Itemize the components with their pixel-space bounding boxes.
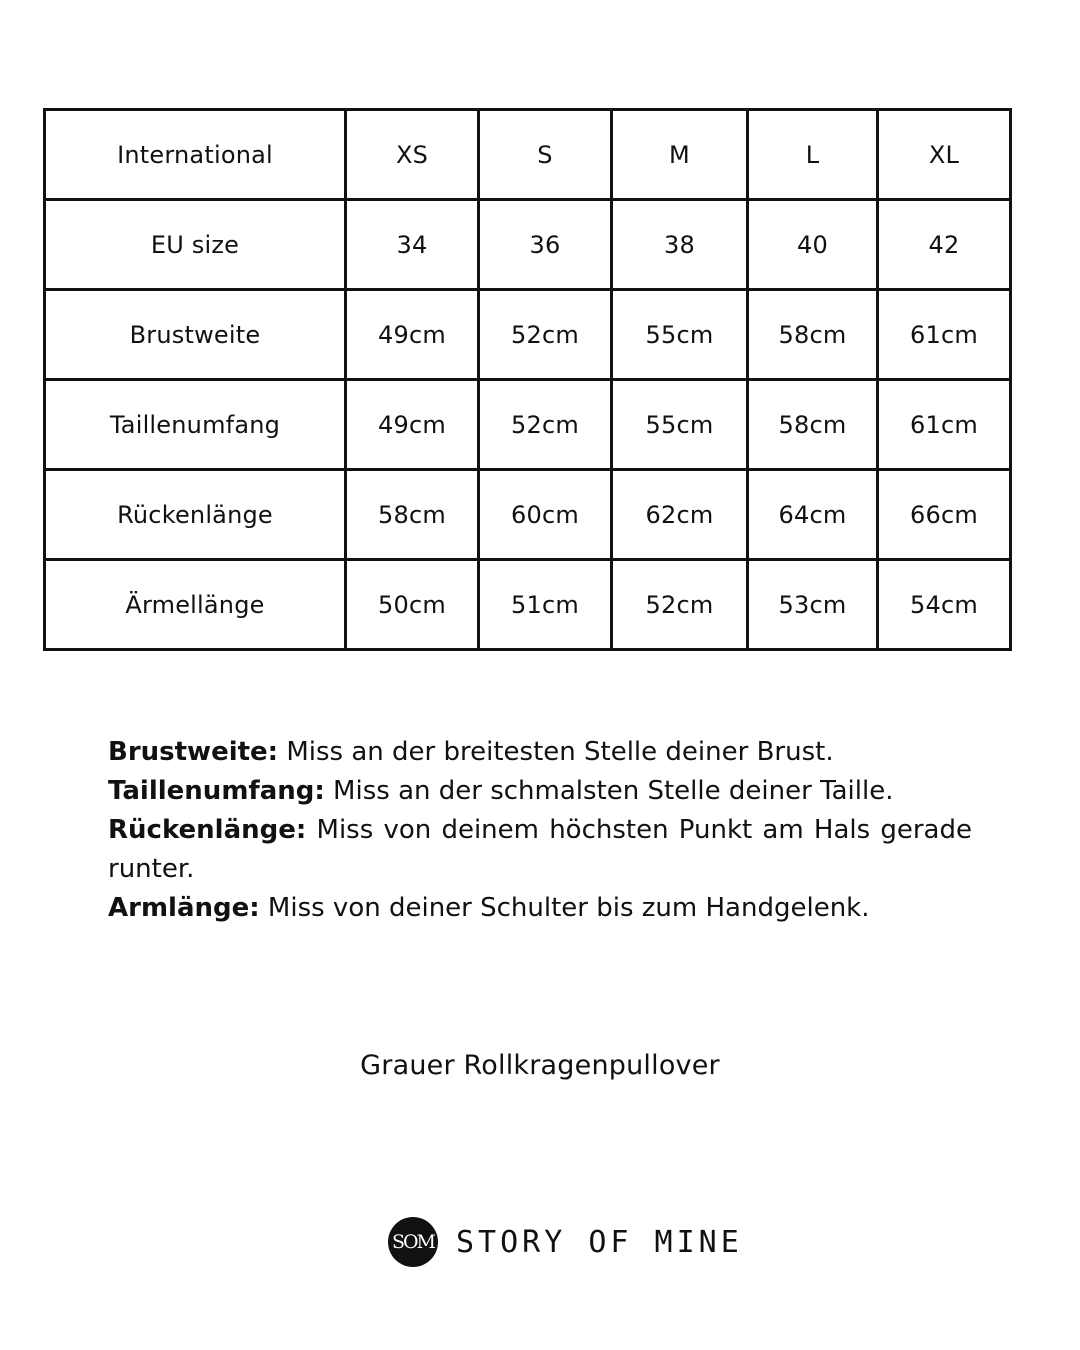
brand-lockup xyxy=(388,1216,743,1268)
table-cell: 54cm xyxy=(878,560,1011,650)
brand-logo-icon: SOM xyxy=(388,1217,438,1267)
instruction-rueckenlaenge xyxy=(108,811,972,889)
instruction-text: Miss von deinem höchsten Punkt am Hals gerade runter. xyxy=(108,815,972,884)
table-cell: 50cm xyxy=(346,560,479,650)
table-row-taillenumfang xyxy=(45,380,1011,470)
table-row-rueckenlaenge xyxy=(45,470,1011,560)
product-name: Grauer Rollkragenpullover xyxy=(360,1050,720,1081)
table-row-aermellaenge xyxy=(45,560,1011,650)
table-cell: 55cm xyxy=(612,380,748,470)
instruction-brustweite xyxy=(108,733,972,772)
table-cell: 36 xyxy=(479,200,612,290)
instruction-term: Rückenlänge: xyxy=(108,815,307,845)
table-cell: XL xyxy=(878,110,1011,200)
table-cell: 51cm xyxy=(479,560,612,650)
instruction-term: Armlänge: xyxy=(108,893,260,923)
table-cell: 53cm xyxy=(748,560,878,650)
instruction-taillenumfang xyxy=(108,772,972,811)
row-label: Rückenlänge xyxy=(45,470,346,560)
row-label: EU size xyxy=(45,200,346,290)
table-cell: 40 xyxy=(748,200,878,290)
instruction-term: Taillenumfang: xyxy=(108,776,325,806)
row-label: International xyxy=(45,110,346,200)
table-cell: 61cm xyxy=(878,290,1011,380)
table-cell: 64cm xyxy=(748,470,878,560)
table-cell: 52cm xyxy=(612,560,748,650)
table-cell: 62cm xyxy=(612,470,748,560)
instruction-text: Miss an der breitesten Stelle deiner Brust. xyxy=(278,737,834,767)
table-cell: 52cm xyxy=(479,380,612,470)
table-cell: S xyxy=(479,110,612,200)
table-cell: 58cm xyxy=(346,470,479,560)
table-cell: 61cm xyxy=(878,380,1011,470)
table-row-brustweite xyxy=(45,290,1011,380)
table-cell: 49cm xyxy=(346,380,479,470)
row-label: Brustweite xyxy=(45,290,346,380)
instruction-text: Miss an der schmalsten Stelle deiner Taille. xyxy=(324,776,894,806)
table-cell: 38 xyxy=(612,200,748,290)
table-cell: 55cm xyxy=(612,290,748,380)
table-cell: 58cm xyxy=(748,380,878,470)
instruction-term: Brustweite: xyxy=(108,737,279,767)
table-row-eu-size xyxy=(45,200,1011,290)
table-cell: XS xyxy=(346,110,479,200)
brand-name: STORY OF MINE xyxy=(456,1224,743,1260)
measurement-instructions xyxy=(108,733,972,928)
instruction-text: Miss von deiner Schulter bis zum Handgelenk. xyxy=(259,893,870,923)
instruction-armlaenge xyxy=(108,889,972,928)
table-cell: 42 xyxy=(878,200,1011,290)
table-cell: L xyxy=(748,110,878,200)
row-label: Ärmellänge xyxy=(45,560,346,650)
table-row-international xyxy=(45,110,1011,200)
table-cell: 34 xyxy=(346,200,479,290)
table-cell: 60cm xyxy=(479,470,612,560)
table-cell: 52cm xyxy=(479,290,612,380)
table-cell: 49cm xyxy=(346,290,479,380)
table-cell: M xyxy=(612,110,748,200)
size-chart-table xyxy=(43,108,1012,651)
row-label: Taillenumfang xyxy=(45,380,346,470)
table-cell: 58cm xyxy=(748,290,878,380)
table-cell: 66cm xyxy=(878,470,1011,560)
